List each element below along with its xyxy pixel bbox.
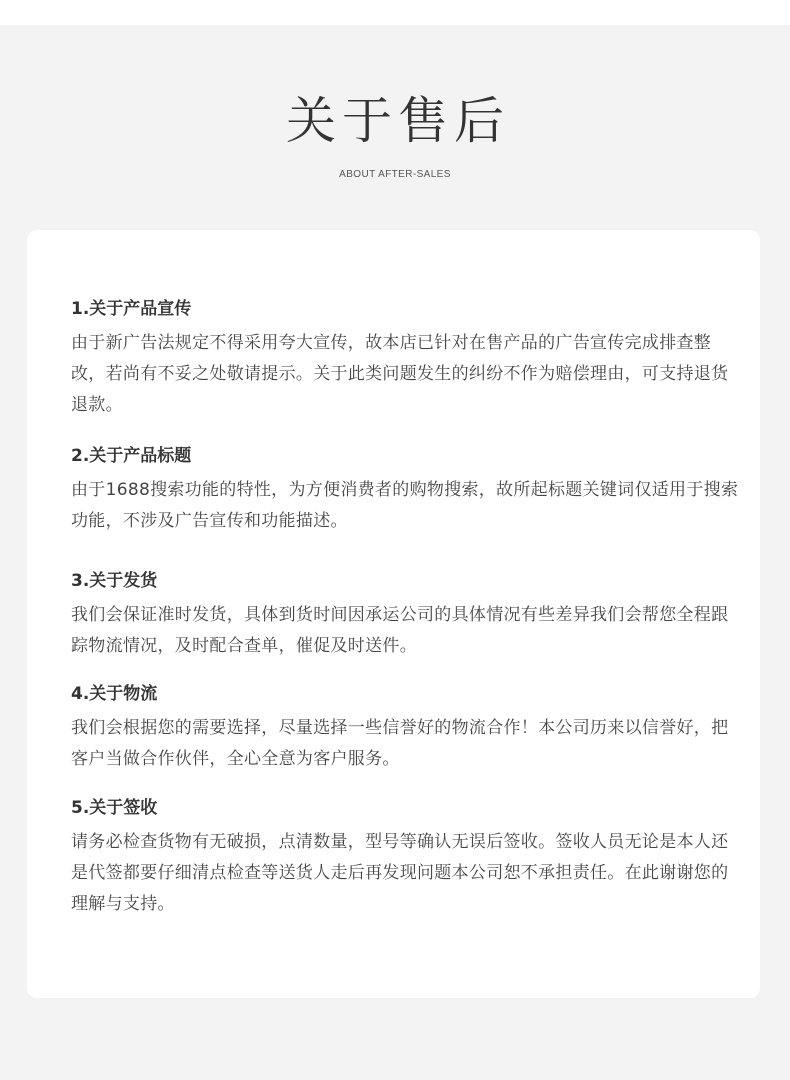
section-body: 我们会根据您的需要选择，尽量选择一些信誉好的物流合作！本公司历来以信誉好，把客户当做合作伙伴，全心全意为客户服务。 bbox=[71, 718, 729, 769]
section-title: 5.关于签收 bbox=[71, 798, 158, 818]
section-logistics bbox=[71, 683, 741, 775]
page-subtitle: ABOUT AFTER-SALES bbox=[339, 169, 451, 180]
section-body: 由于新广告法规定不得采用夸大宣传，故本店已针对在售产品的广告宣传完成排查整改，若尚有不妥之处敬请提示。关于此类问题发生的纠纷不作为赔偿理由，可支持退货退款。 bbox=[71, 333, 729, 415]
after-sales-card bbox=[27, 230, 760, 998]
page-header bbox=[0, 84, 790, 182]
section-receipt bbox=[71, 797, 741, 920]
section-product-promotion bbox=[71, 298, 741, 421]
section-title: 1.关于产品宣传 bbox=[71, 299, 192, 319]
section-title: 2.关于产品标题 bbox=[71, 446, 192, 466]
page-title: 关于售后 bbox=[286, 92, 510, 150]
section-body: 请务必检查货物有无破损，点清数量，型号等确认无误后签收。签收人员无论是本人还是代签都要仔细清点检查等送货人走后再发现问题本公司恕不承担责任。在此谢谢您的理解与支持。 bbox=[71, 832, 729, 914]
top-strip bbox=[0, 0, 790, 25]
section-shipping bbox=[71, 570, 741, 662]
section-product-title bbox=[71, 445, 741, 537]
section-title: 4.关于物流 bbox=[71, 684, 158, 704]
section-title: 3.关于发货 bbox=[71, 571, 158, 591]
section-body: 由于1688搜索功能的特性，为方便消费者的购物搜索，故所起标题关键词仅适用于搜索功能，不涉及广告宣传和功能描述。 bbox=[71, 480, 739, 531]
section-body: 我们会保证准时发货，具体到货时间因承运公司的具体情况有些差异我们会帮您全程跟踪物流情况，及时配合查单，催促及时送件。 bbox=[71, 605, 729, 656]
